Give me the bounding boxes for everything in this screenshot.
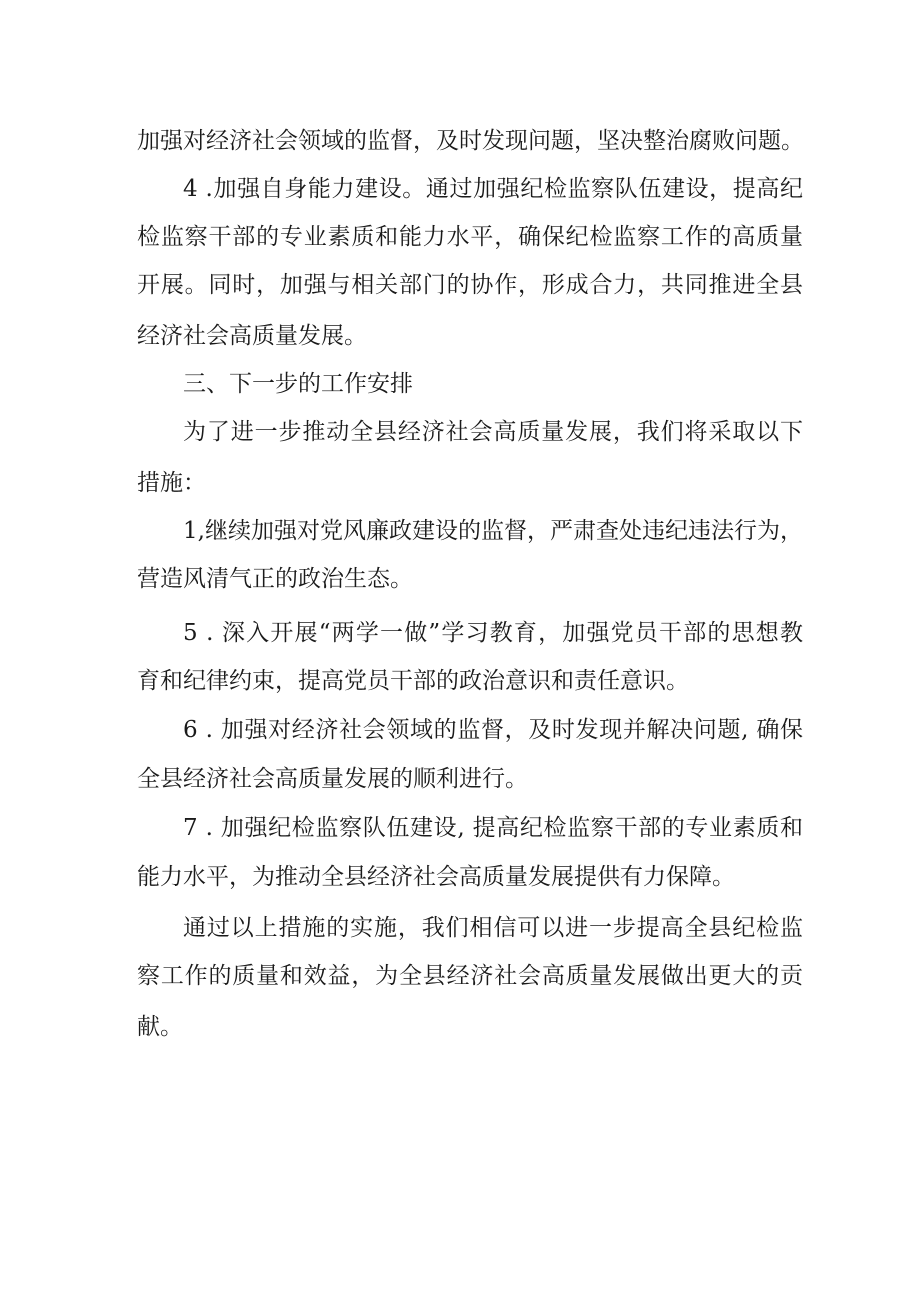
paragraph-line: 为了进一步推动全县经济社会高质量发展，我们将采取以下	[183, 419, 803, 445]
paragraph-line: 察工作的质量和效益，为全县经济社会高质量发展做出更大的贡	[137, 963, 803, 989]
paragraph-line: 6 . 加强对经济社会领域的监督，及时发现并解决问题, 确保	[183, 717, 803, 743]
paragraph-line: 措施：	[137, 470, 206, 496]
paragraph-line: 献。	[137, 1014, 183, 1040]
paragraph-line: 5 . 深入开展“两学一做”学习教育，加强党员干部的思想教	[183, 620, 803, 646]
paragraph-line: 4 .加强自身能力建设。通过加强纪检监察队伍建设，提高纪	[183, 176, 803, 202]
paragraph-line: 经济社会高质量发展。	[137, 323, 367, 349]
paragraph-line: 检监察干部的专业素质和能力水平，确保纪检监察工作的高质量	[137, 224, 803, 250]
paragraph-line: 能力水平，为推动全县经济社会高质量发展提供有力保障。	[137, 864, 735, 890]
section-heading: 三、下一步的工作安排	[183, 371, 413, 397]
paragraph-line: 营造风清气正的政治生态。	[137, 566, 413, 592]
paragraph-line: 加强对经济社会领域的监督，及时发现问题，坚决整治腐败问题。	[137, 128, 804, 154]
paragraph-line: 育和纪律约束，提高党员干部的政治意识和责任意识。	[137, 668, 689, 694]
paragraph-line: 1,继续加强对党风廉政建设的监督，严肃查处违纪违法行为，	[183, 518, 803, 544]
paragraph-line: 全县经济社会高质量发展的顺利进行。	[137, 766, 528, 792]
paragraph-line: 通过以上措施的实施，我们相信可以进一步提高全县纪检监	[183, 915, 803, 941]
paragraph-line: 7 . 加强纪检监察队伍建设, 提高纪检监察干部的专业素质和	[183, 815, 803, 841]
paragraph-line: 开展。同时，加强与相关部门的协作，形成合力，共同推进全县	[137, 272, 803, 298]
